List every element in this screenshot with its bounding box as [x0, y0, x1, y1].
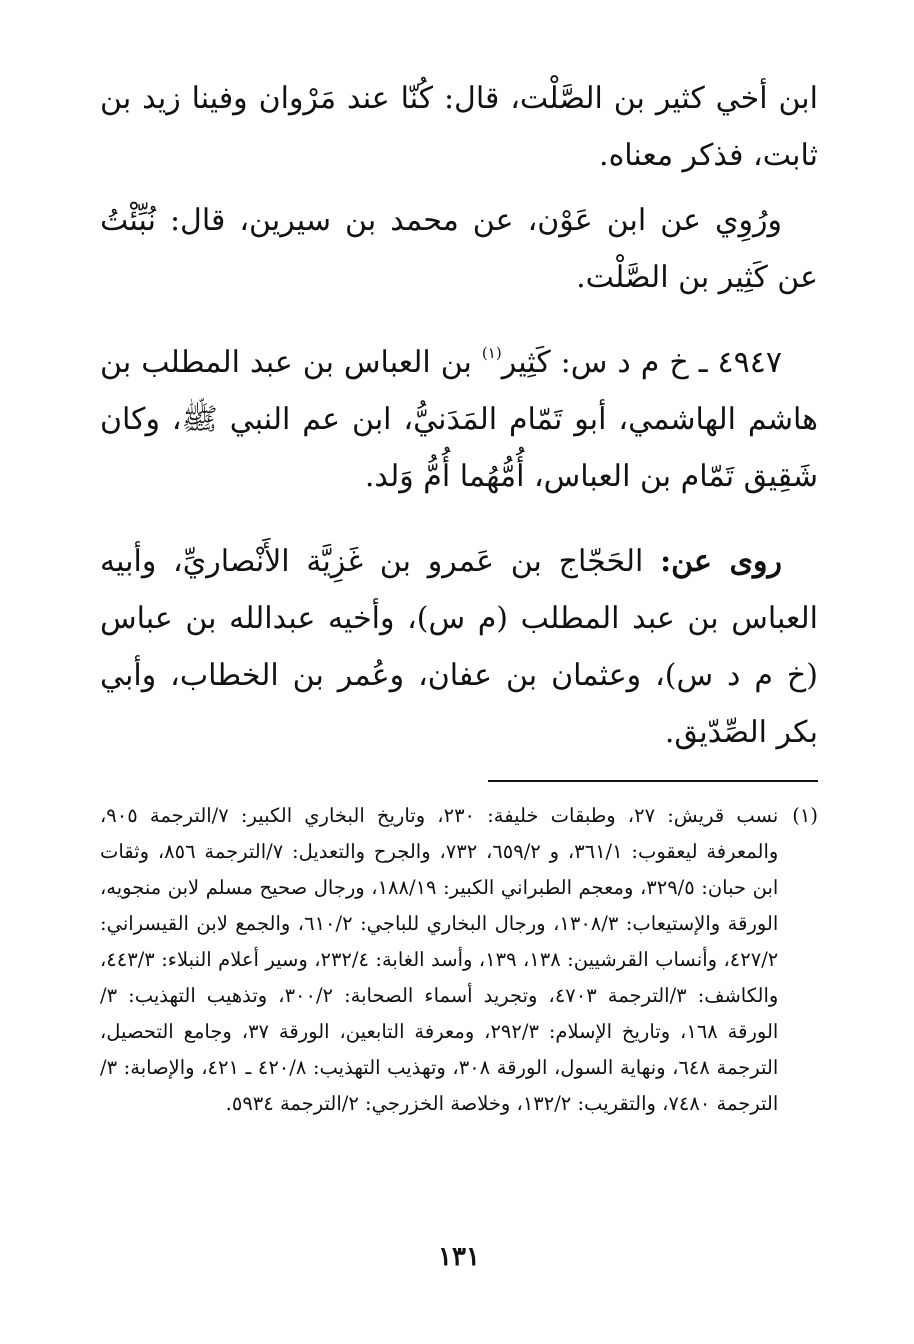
footnote-number: (١): [792, 804, 818, 827]
footnote: [100, 798, 818, 1122]
paragraph-2: ورُوِي عن ابن عَوْن، عن محمد بن سيرين، قال: نُبِّئْتُ عن كَثِير بن الصَّلْت.: [100, 203, 818, 295]
entry-heading: ٤٩٤٧ ـ خ م د س: كَثِير: [501, 345, 782, 380]
footnote-text: نسب قريش: ٢٧، وطبقات خليفة: ٢٣٠، وتاريخ البخاري الكبير: ٧/الترجمة ٩٠٥، والمعرفة ليعقوب: ٣٦١/١، و ٦٥٩/٢، ٧٣٢، والجرح والتعديل: ٧/الترجمة ٨٥٦، وثقات ابن حبان: ٣٢٩/٥، ومعجم الطبراني الكبير: ١٨٨/١٩، ورجال صحيح مسلم لابن منجويه، الورقة والإستيعاب: ١٣٠٨/٣، ورجال البخاري للباجي: ٦١٠/٢، والجمع لابن القيسراني: ٤٢٧/٢، وأنساب القرشيين: ١٣٨، ١٣٩، وأسد الغابة: ٢٣٢/٤، وسير أعلام النبلاء: ٤٤٣/٣، والكاشف: ٣/الترجمة ٤٧٠٣، وتجريد أسماء الصحابة: ٣٠٠/٢، وتذهيب التهذيب: ٣/الورقة ١٦٨، وتاريخ الإسلام: ٢٩٢/٣، ومعرفة التابعين، الورقة ٣٧، وجامع التحصيل، الترجمة ٦٤٨، ونهاية السول، الورقة ٣٠٨، وتهذيب التهذيب: ٤٢٠/٨ ـ ٤٢١، والإصابة: ٣/الترجمة ٧٤٨٠، والتقريب: ١٣٢/٢، وخلاصة الخزرجي: ٢/الترجمة ٥٩٣٤.: [100, 804, 779, 1115]
paragraph-1: ابن أخي كثير بن الصَّلْت، قال: كُنّا عند مَرْوان وفينا زيد بن ثابت، فذكر معناه.: [100, 81, 818, 173]
page: [100, 70, 818, 1344]
footnote-divider: [488, 780, 818, 782]
riwaya-lead: روى عن:: [660, 544, 782, 579]
riwaya-paragraph: [100, 533, 818, 761]
entry-paragraph: [100, 334, 818, 505]
main-text: [100, 70, 818, 761]
page-number: ١٣١: [438, 1242, 480, 1272]
entry-text: بن العباس بن عبد المطلب بن هاشم الهاشمي، أبو تَمّام المَدَنيُّ، ابن عم النبي ﷺ، وكان شَقِيق تَمّام بن العباس، أُمُّهُما أُمُّ وَلد.: [100, 345, 818, 494]
riwaya-text: الحَجّاج بن عَمرو بن غَزِيَّة الأَنْصاريِّ، وأبيه العباس بن عبد المطلب (م س)، وأخيه عبدالله بن عباس (خ م د س)، وعثمان بن عفان، وعُمر بن الخطاب، وأبي بكر الصِّدّيق.: [100, 544, 818, 750]
footnote-reference[interactable]: (١): [481, 344, 502, 362]
